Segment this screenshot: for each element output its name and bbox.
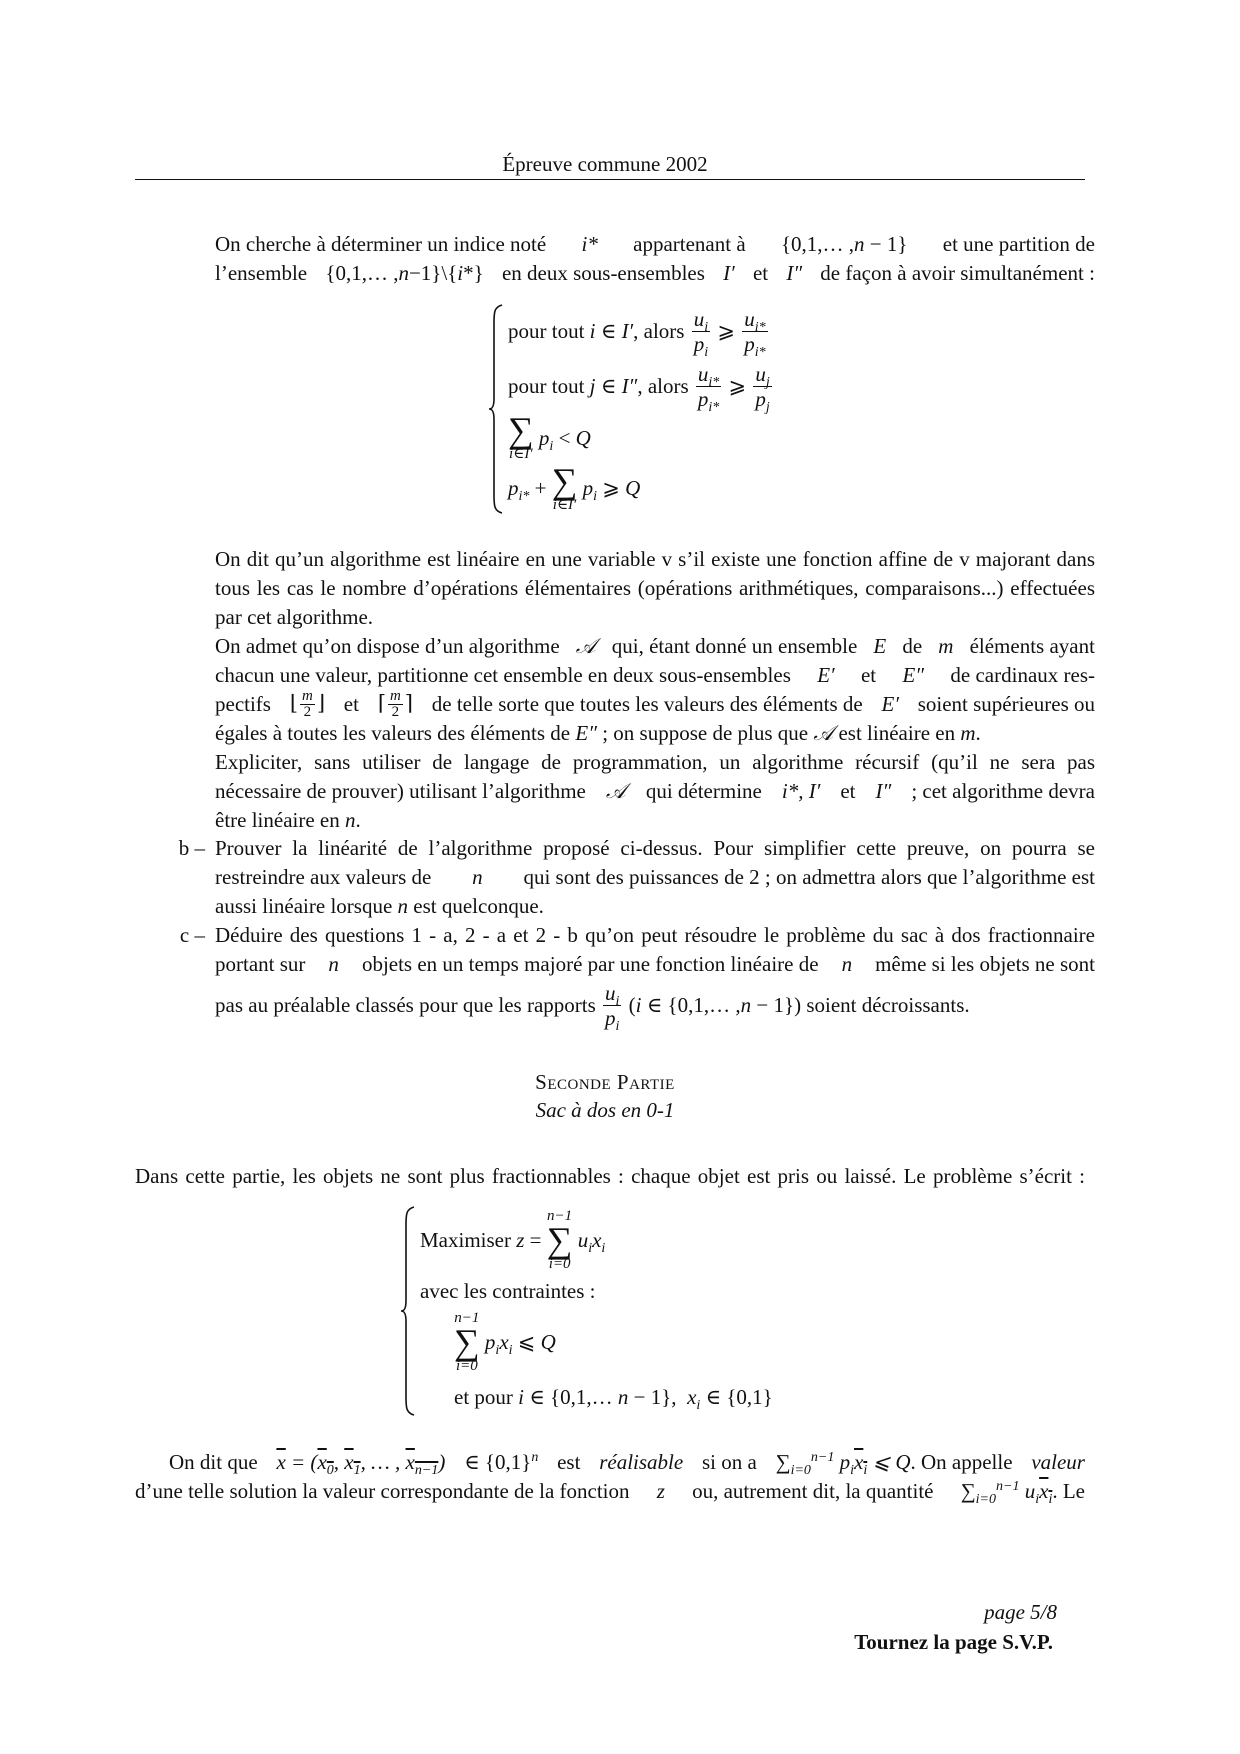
sum-symbol: ∑ i∈I′ xyxy=(551,460,578,513)
page-header-title: Épreuve commune 2002 xyxy=(502,152,708,176)
header-rule xyxy=(135,179,1085,180)
condition-row-2: pour tout j ∈ I″ , alors $\frac{u_{i*}}{p_{i*}}$ ⩾ $\frac{u_j}{p_j}$ xyxy=(508,362,770,416)
condition-row-3: ∑ i∈I′ $p_i$ < Q xyxy=(508,410,591,463)
section-title: Seconde Partie xyxy=(535,1070,675,1094)
page-number: page 5/8 xyxy=(984,1600,1057,1624)
item-c-text: Déduire des questions 1 - a, 2 - a et 2 - b qu’on peut résoudre le problème du sac à dos fractionnaire portant sur n objets en un temps majoré par une fonction linéaire de n même si les objets ne sont pas au préalable classés pour que les rapports $\frac{u_i}{p_i}$ ( i ∈ {0,1,… , n − 1}) soient décroissants. xyxy=(215,923,1095,1035)
intro-paragraph xyxy=(215,230,1095,288)
section-subtitle: Sac à dos en 0-1 xyxy=(535,1098,675,1122)
sum-symbol: n−1 ∑ i=0 xyxy=(546,1208,573,1272)
item-b-label: b – xyxy=(178,836,205,860)
intro-line-2: l’ensemble {0,1,… ,n−1}\{i*} en deux sous-ensembles I′ et I″ de façon à avoir simultanément : xyxy=(215,261,1095,285)
item-c-label: c – xyxy=(179,923,205,947)
objective-row: Maximiser z = n−1 ∑ i=0 $u_ix_i$ xyxy=(420,1208,606,1272)
turn-page-note: Tournez la page S.V.P. xyxy=(854,1630,1053,1654)
knapsack-system xyxy=(400,1205,773,1417)
left-brace xyxy=(400,1205,416,1417)
linear-definition: On dit qu’un algorithme est linéaire en une variable v s’il existe une fonction affine de v majorant dans tous les cas le nombre d’opérations élémentaires (opérations arithmétiques, comparaisons...) effectuées par cet algorithme. xyxy=(215,547,1095,629)
condition-row-1: pour tout i ∈ I′ , alors $\frac{u_i}{p_i}$ ⩾ $\frac{u_{i*}}{p_{i*}}$ xyxy=(508,306,766,360)
admet-paragraph: On admet qu’on dispose d’un algorithme 𝒜 qui, étant donné un ensemble E de m éléments ayant chacun une valeur, partitionne cet ensemble en deux sous-ensembles E′ et E″ de cardinaux res- pectifs ⌊ $\frac{m}{2}$ ⌋ et ⌈ $\frac{m}{2}$ ⌉ de telle sorte que toutes les valeurs des éléments de E′ soient supérieures ou égales à toutes les valeurs des éléments de E″ ; on suppose de plus que 𝒜 est linéaire en m. xyxy=(215,634,1095,745)
condition-row-4: $p_{i*}$ + ∑ i∈I′ $p_i$ ⩾ Q xyxy=(508,460,641,513)
domain-row: et pour i ∈ {0,1,… n − 1}, $x_i$ ∈ {0,1} xyxy=(454,1384,773,1413)
expliciter-paragraph: Expliciter, sans utiliser de langage de programmation, un algorithme récursif (qu’il ne sera pas nécessaire de prouver) utilisant l’algorithme 𝒜 qui détermine i*, I′ et I″ ; cet algorithme devra être linéaire en n. xyxy=(215,750,1095,832)
constraints-label: avec les contraintes : xyxy=(420,1278,596,1303)
final-paragraph: On dit que $\overline{x} = (x_0$, $x_1$, … , $x_{n-1}$) ∈ $\{0,1\}^n$ est réalisable si on a $\sum_{i=0}^{n-1}$ $p_ix_i$ ⩽ Q. On appelle valeur d’une telle solution la valeur correspondante de la fonction z ou, autrement dit, la quantité $\sum_{i=0}^{n-1}$ $u_ix_i$. Le xyxy=(135,1450,1085,1508)
sum-symbol: ∑ i∈I′ xyxy=(508,410,534,463)
sum-symbol: n−1 ∑ i=0 xyxy=(454,1310,480,1374)
left-brace xyxy=(488,303,504,515)
part2-intro: Dans cette partie, les objets ne sont plus fractionnables : chaque objet est pris ou laissé. Le problème s’écrit : xyxy=(135,1164,1085,1188)
intro-line-1: On cherche à déterminer un indice noté i* appartenant à {0,1,… ,n − 1} et une partition de xyxy=(215,232,1095,256)
item-b-text: Prouver la linéarité de l’algorithme proposé ci-dessus. Pour simplifier cette preuve, on pourra se restreindre aux valeurs de n qui sont des puissances de 2 ; on admettra alors que l’algorithme est aussi linéaire lorsque n est quelconque. xyxy=(215,836,1095,918)
constraint-row: n−1 ∑ i=0 $p_ix_i$ ⩽ Q xyxy=(454,1310,556,1374)
conditions-system xyxy=(488,303,774,515)
